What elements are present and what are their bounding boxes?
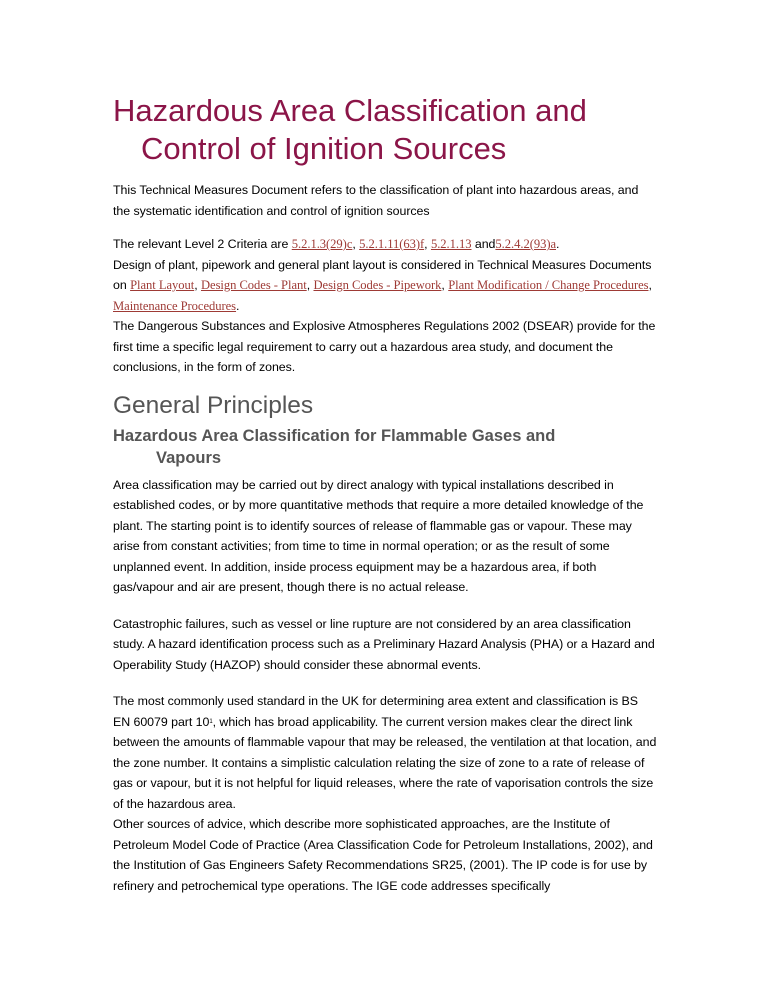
criteria-link-5-2-1-11[interactable]: 5.2.1.11(63)f: [359, 237, 425, 251]
separator: ,: [441, 278, 449, 292]
criteria-paragraph: [113, 234, 658, 255]
document-page: [113, 92, 658, 896]
standards-text: The most commonly used standard in the UK for determining area extent and classification is BS EN 60079 part 10: [113, 694, 638, 729]
page-title-line-2: Control of Ignition Sources: [141, 131, 507, 166]
page-title-line-1: Hazardous Area Classification and: [113, 93, 587, 128]
separator: ,: [648, 278, 652, 292]
separator: .: [556, 237, 560, 251]
section-subheading: [113, 425, 658, 469]
design-prefix: Design of plant, pipework and general plant layout is considered in Technical Measures Documents on: [113, 257, 652, 292]
intro-paragraph: This Technical Measures Document refers to the classification of plant into hazardous areas, and the systematic identification and control of ignition sources: [113, 183, 639, 218]
separator: and: [471, 237, 496, 251]
section-heading: General Principles: [113, 391, 314, 419]
paragraph-catastrophic-failures: Catastrophic failures, such as vessel or line rupture are not considered by an area classification study. A hazard identification process such as a Preliminary Hazard Analysis (PHA) or a Hazard and Operability Study (HAZOP) should consider these abnormal events.: [113, 616, 655, 672]
standards-text: , which has broad applicability. The current version makes clear the direct link between the amounts of flammable vapour that may be released, the ventilation at that location, and the zone number. It contains a simplistic calculation relating the size of zone to a rate of release of gas or vapour, but it is not helpful for liquid releases, where the rate of vaporisation controls the size of the hazardous area.: [113, 714, 657, 811]
dsear-paragraph: The Dangerous Substances and Explosive Atmospheres Regulations 2002 (DSEAR) provide for the first time a specific legal requirement to carry out a hazardous area study, and document the conclusions, in the form of zones.: [113, 319, 656, 374]
design-codes-plant-link[interactable]: Design Codes - Plant: [200, 278, 307, 292]
subheading-line-1: Hazardous Area Classification for Flammable Gases and: [113, 426, 556, 445]
page-title: [113, 92, 658, 168]
subheading-line-2: Vapours: [156, 448, 222, 467]
design-codes-pipework-link[interactable]: Design Codes - Pipework: [313, 278, 442, 292]
paragraph-standards: [113, 691, 658, 814]
plant-modification-link[interactable]: Plant Modification / Change Procedures: [448, 278, 649, 292]
criteria-link-5-2-1-3[interactable]: 5.2.1.3(29)c: [291, 237, 353, 251]
separator: ,: [424, 237, 431, 251]
maintenance-procedures-link[interactable]: Maintenance Procedures: [113, 298, 237, 313]
design-paragraph: [113, 255, 658, 317]
criteria-link-5-2-4-2[interactable]: 5.2.4.2(93)a: [495, 237, 557, 251]
criteria-prefix: The relevant Level 2 Criteria are: [113, 237, 292, 251]
separator: ,: [194, 278, 201, 292]
paragraph-area-classification: Area classification may be carried out by direct analogy with typical installations described in established codes, or by more quantitative methods that require a more detailed knowledge of the plant. The starting point is to identify sources of release of flammable gas or vapour. These may arise from constant activities; from time to time in normal operation; or as the result of some unplanned event. In addition, inside process equipment may be a hazardous area, if both gas/vapour and air are present, though there is no actual release.: [113, 477, 644, 594]
criteria-link-5-2-1-13[interactable]: 5.2.1.13: [430, 237, 472, 251]
separator: ,: [306, 278, 314, 292]
paragraph-other-sources: Other sources of advice, which describe more sophisticated approaches, are the Institute of Petroleum Model Code of Practice (Area Classification Code for Petroleum Installations, 2002), and the Institution of Gas Engineers Safety Recommendations SR25, (2001). The IP code is for use by refinery and petrochemical type operations. The IGE code addresses specifically: [113, 817, 653, 893]
plant-layout-link[interactable]: Plant Layout: [130, 278, 195, 292]
footnote-marker: 1: [209, 718, 213, 725]
separator: .: [236, 298, 240, 313]
separator: ,: [352, 237, 360, 251]
